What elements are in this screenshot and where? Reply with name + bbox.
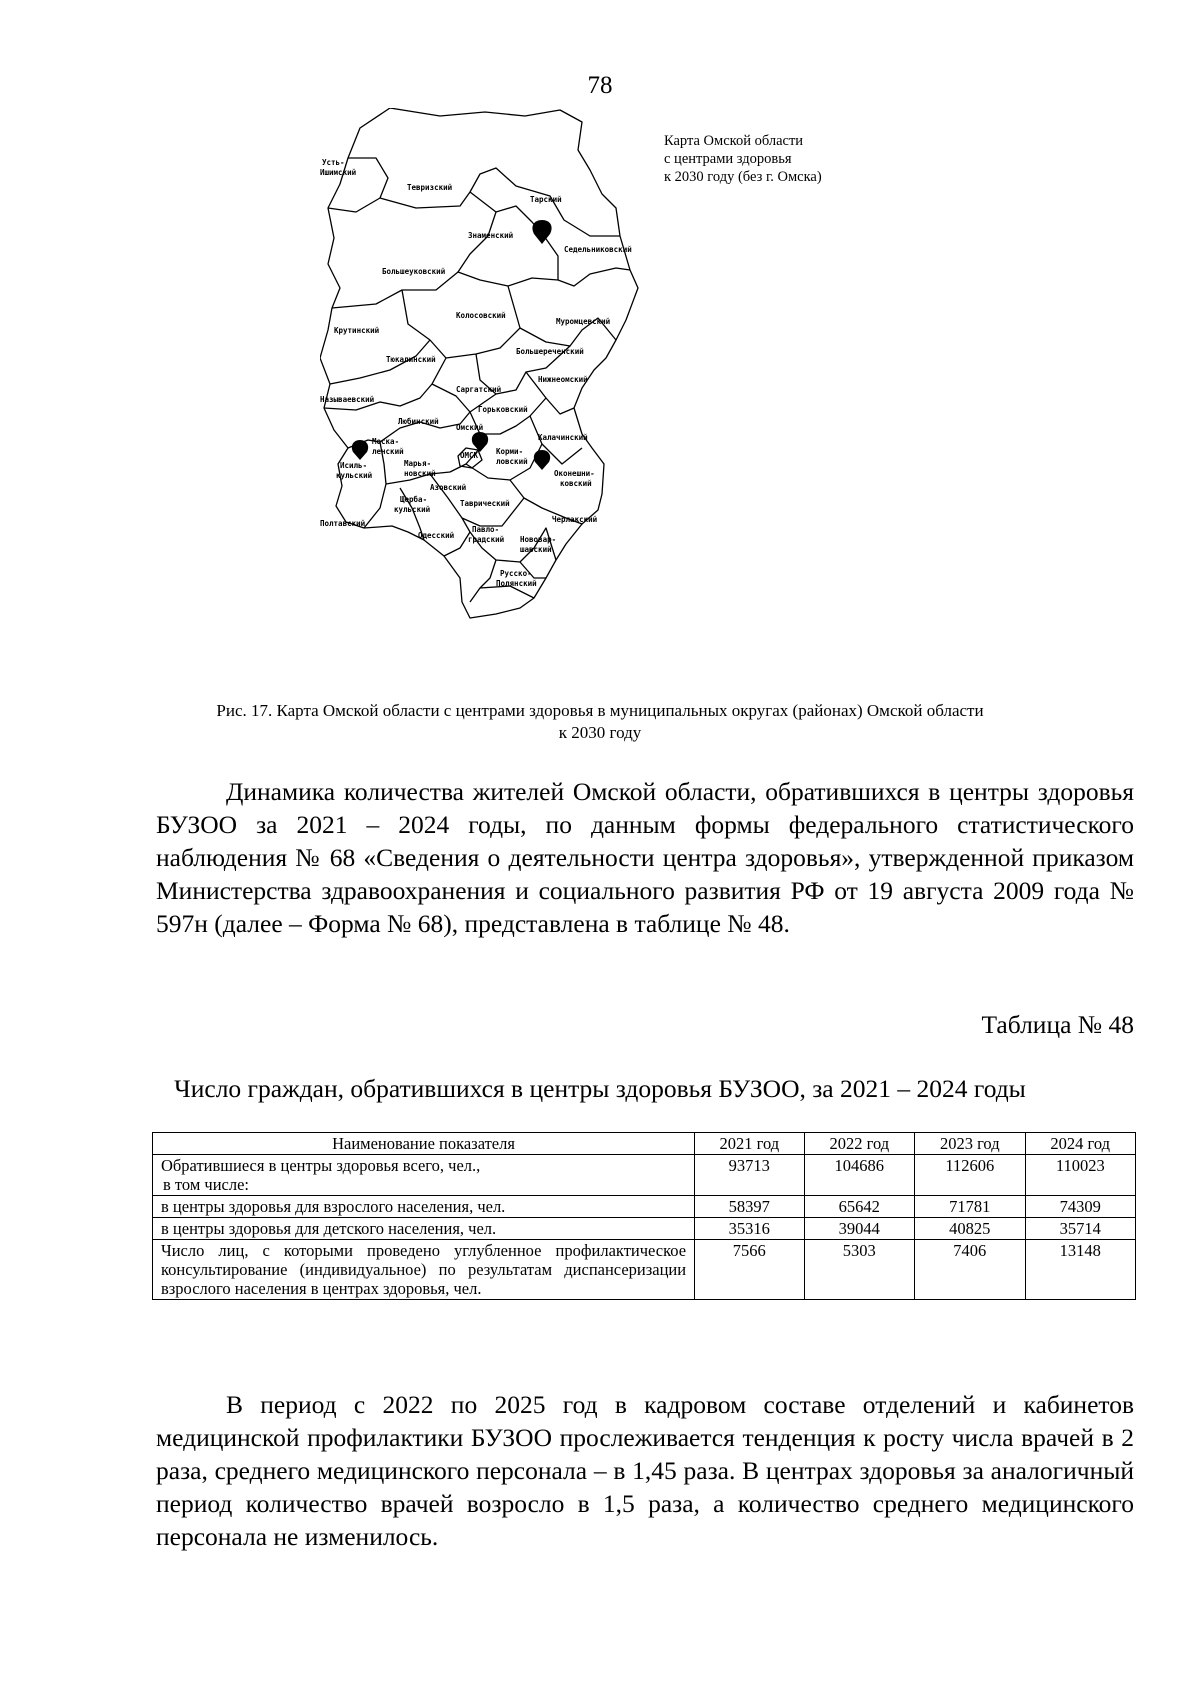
district-label: Тюкалинский <box>386 355 436 364</box>
district-label: Любинский <box>398 417 439 426</box>
table-cell: 65642 <box>804 1196 915 1218</box>
health-center-marker-icon <box>534 450 550 470</box>
table-row <box>153 1155 1136 1196</box>
district-label: Павло- <box>472 525 500 534</box>
table-cell: 58397 <box>695 1196 804 1218</box>
district-label: Нововар- <box>520 535 557 544</box>
figure-caption-line: к 2030 году <box>558 723 642 742</box>
district-label: Усть- <box>322 158 345 167</box>
district-label: Называевский <box>320 395 375 404</box>
district-label: Муромцевский <box>556 317 611 326</box>
district-label: Азовский <box>430 483 467 492</box>
district-label: шавский <box>520 545 552 554</box>
district-label: ленский <box>372 447 404 456</box>
map-drawing <box>320 108 700 668</box>
table-row <box>153 1240 1136 1300</box>
omsk-region-map <box>320 108 700 668</box>
column-header: 2024 год <box>1025 1133 1135 1155</box>
row-label: в центры здоровья для взрослого населения, чел. <box>153 1196 695 1218</box>
table-header-row <box>153 1133 1136 1155</box>
district-label: Знаменский <box>468 231 514 240</box>
table-cell: 110023 <box>1025 1155 1135 1196</box>
table-cell: 7406 <box>915 1240 1025 1300</box>
district-label: Большеуковский <box>382 267 446 276</box>
row-label-line: в том числе: <box>163 1175 250 1194</box>
district-label: новский <box>404 469 436 478</box>
district-label: Нижнеомский <box>538 375 588 384</box>
table-title: Число граждан, обратившихся в центры здоровья БУЗОО, за 2021 – 2024 годы <box>174 1074 1026 1103</box>
table-cell: 7566 <box>695 1240 804 1300</box>
district-label: Моска- <box>372 437 400 446</box>
table-cell: 39044 <box>804 1218 915 1240</box>
table-cell: 35714 <box>1025 1218 1135 1240</box>
map-legend <box>664 132 904 186</box>
district-label: Полянский <box>496 579 537 588</box>
district-label: градский <box>468 535 505 544</box>
district-label: ловский <box>496 457 528 466</box>
table-row <box>153 1196 1136 1218</box>
row-label <box>153 1155 695 1196</box>
table-cell: 93713 <box>695 1155 804 1196</box>
district-label: ковский <box>560 479 592 488</box>
district-label: Седельниковский <box>564 245 632 254</box>
city-label: ОМСК <box>460 451 479 460</box>
column-header: 2021 год <box>695 1133 804 1155</box>
body-paragraph: В период с 2022 по 2025 год в кадровом составе отделений и кабинетов медицинской профилактики БУЗОО прослеживается тенденция к росту числа врачей в 2 раза, среднего медицинского персонала – в 1,45 раза. В центрах здоровья за аналогичный период количество врачей возросло в 1,5 раза, а количество среднего медицинского персонала не изменилось. <box>156 1390 1134 1551</box>
district-label: кульский <box>336 471 373 480</box>
table-cell: 112606 <box>915 1155 1025 1196</box>
table-cell: 5303 <box>804 1240 915 1300</box>
column-header: Наименование показателя <box>153 1133 695 1155</box>
table-cell: 13148 <box>1025 1240 1135 1300</box>
figure-caption-line: Рис. 17. Карта Омской области с центрами здоровья в муниципальных округах (районах) Омской области <box>216 701 984 720</box>
row-label: Число лиц, с которыми проведено углубленное профилактическое консультирование (индивидуальное) по результатам диспансеризации взрослого населения в центрах здоровья, чел. <box>153 1240 695 1300</box>
table-number: Таблица № 48 <box>981 1010 1134 1039</box>
district-label: Колосовский <box>456 311 506 320</box>
map-legend-line: Карта Омской области <box>664 133 804 149</box>
district-label: Ишимский <box>320 168 357 177</box>
district-label: Черлакский <box>552 515 598 524</box>
column-header: 2023 год <box>915 1133 1025 1155</box>
row-label: в центры здоровья для детского населения, чел. <box>153 1218 695 1240</box>
health-center-marker-icon <box>352 440 368 460</box>
district-label: Большереченский <box>516 347 584 356</box>
district-label: Исиль- <box>340 461 368 470</box>
district-label: Калачинский <box>538 433 588 442</box>
district-label: Корми- <box>496 447 524 456</box>
district-label: Горьковский <box>478 405 528 414</box>
district-label: Саргатский <box>456 385 502 394</box>
figure-caption <box>150 700 1050 744</box>
body-paragraph: Динамика количества жителей Омской области, обратившихся в центры здоровья БУЗОО за 2021 – 2024 годы, по данным формы федерального статистического наблюдения № 68 «Сведения о деятельности центра здоровья», утвержденной приказом Министерства здравоохранения и социального развития РФ от 19 августа 2009 года № 597н (далее – Форма № 68), представлена в таблице № 48. <box>156 777 1134 938</box>
table-cell: 104686 <box>804 1155 915 1196</box>
table-cell: 71781 <box>915 1196 1025 1218</box>
district-label: Марья- <box>404 459 432 468</box>
district-label: Полтавский <box>320 519 366 528</box>
health-centers-table <box>152 1132 1136 1300</box>
district-label: Одесский <box>418 531 455 540</box>
map-legend-line: с центрами здоровья <box>664 151 792 167</box>
column-header: 2022 год <box>804 1133 915 1155</box>
district-label: Тевризский <box>407 183 453 192</box>
map-legend-line: к 2030 году (без г. Омска) <box>664 169 822 185</box>
health-center-marker-icon <box>532 220 551 244</box>
page-number: 78 <box>587 72 613 99</box>
row-label-line: Обратившиеся в центры здоровья всего, чел., <box>161 1156 481 1175</box>
table-row <box>153 1218 1136 1240</box>
district-label: Крутинский <box>334 326 380 335</box>
table-cell: 35316 <box>695 1218 804 1240</box>
district-label: Тарский <box>530 195 562 204</box>
district-label: Таврический <box>460 499 510 508</box>
table-cell: 74309 <box>1025 1196 1135 1218</box>
district-label: Щерба- <box>400 495 428 504</box>
district-label: Оконешни- <box>554 469 595 478</box>
district-label: Омский <box>456 423 484 432</box>
table-cell: 40825 <box>915 1218 1025 1240</box>
district-label: кульский <box>394 505 431 514</box>
district-label: Русско- <box>500 569 532 578</box>
